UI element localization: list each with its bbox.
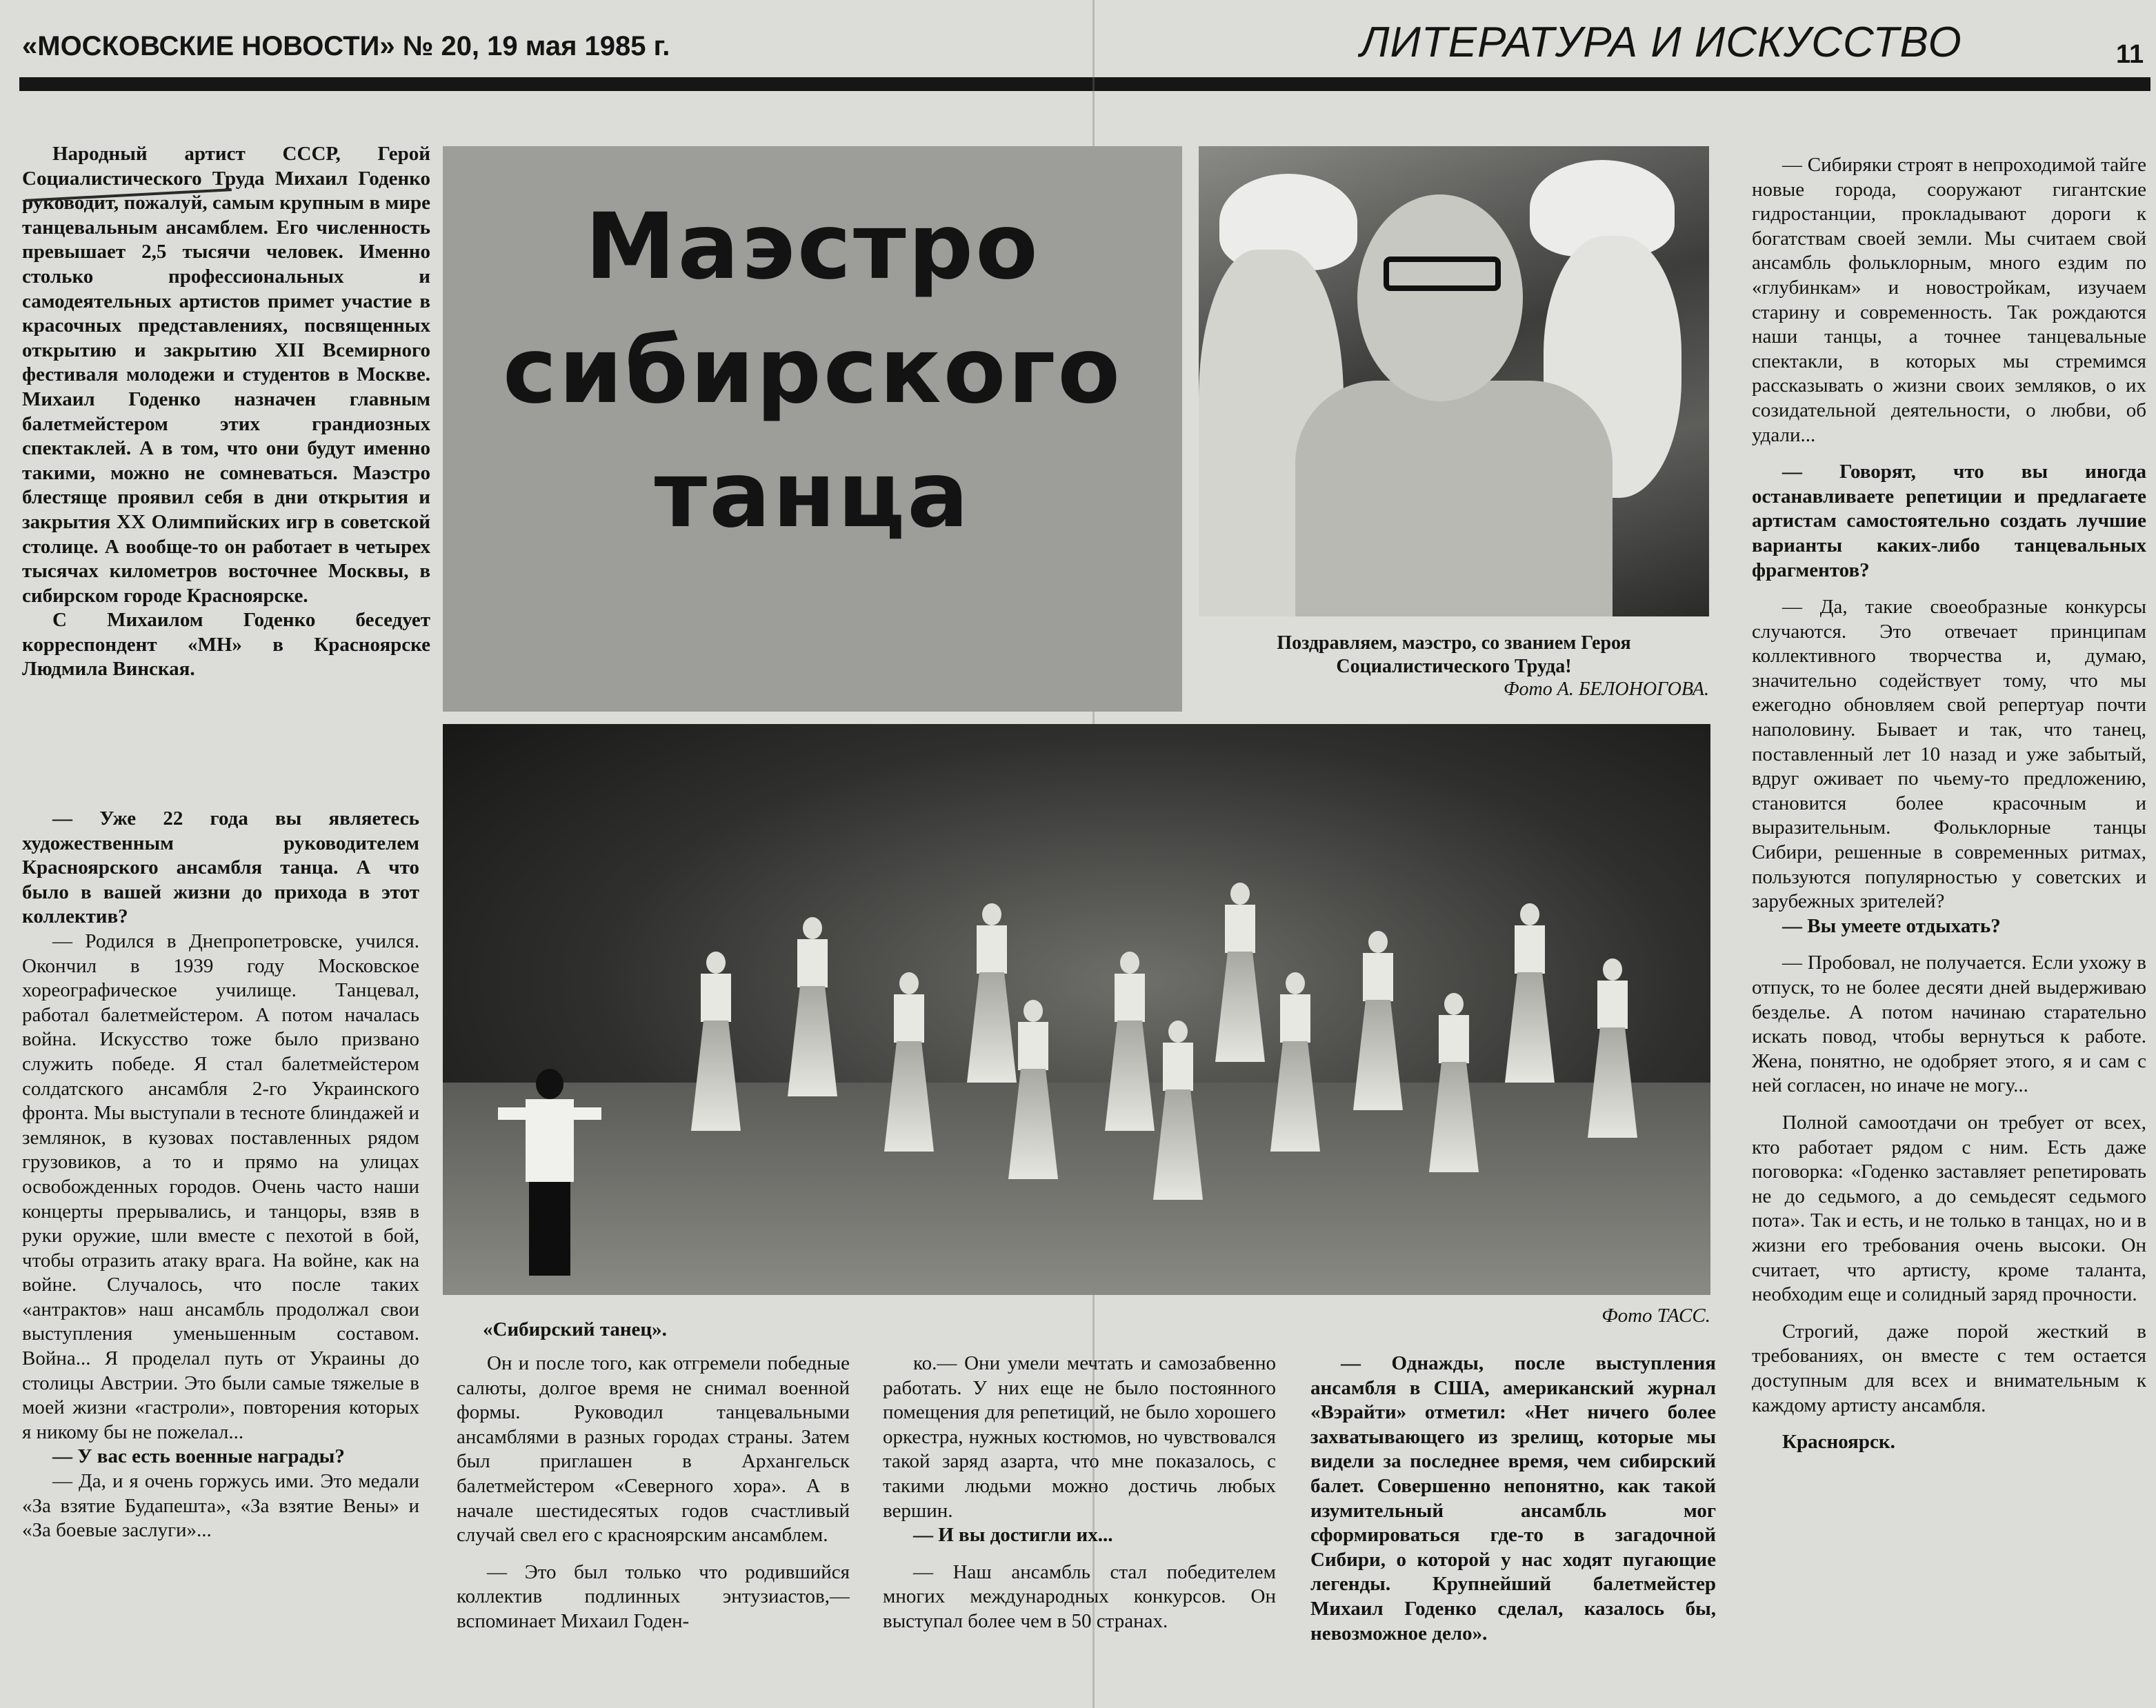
- answer-5: — Да, такие своеобразные конкурсы случаются. Это отвечает принципам коллективного творчества и, думаю, значительно содействует тому, что мы ежегодно обновляем свой репертуар почти наполовину. Бывает и так, что танец, поставленный лет 10 назад и уже забытый, вдруг оживает по чьему-то предложению, становится более красочным и выразительным. Фольклорные танцы Сибири, решенные в современных ритмах, пользуются популярностью у советских и зарубежных зрителей?: [1752, 596, 2146, 913]
- dance-photo: [443, 724, 1710, 1295]
- column-3-paragraph-1: ко.— Они умели мечтать и самозабвенно работать. У них еще не было постоянного помещения для репетиций, не было хорошего оркестра, нужных костюмов, но чувствовался такой заряд азарта, что мне показалось, с такими людьми можно достичь любых вершин.: [883, 1352, 1276, 1522]
- section-title: ЛИТЕРАТУРА И ИСКУССТВО: [1360, 19, 1962, 66]
- interview-column-2: [457, 1352, 850, 1696]
- column-2-paragraph-2: — Это был только что родившийся коллектив подлинных энтузиастов,— вспоминает Михаил Годен-: [457, 1560, 850, 1632]
- portrait-photo: [1199, 146, 1709, 616]
- column-2-paragraph-1: Он и после того, как отгремели победные салюты, долгое время не снимал военной формы. Руководил танцевальными ансамблями в разных городах страны. Затем был приглашен в Архангельск балетмейстером «Северного хора». А в начале шестидесятых годов счастливый случай свел его с красноярским ансамблем.: [457, 1352, 850, 1547]
- dance-photo-credit: Фото ТАСС.: [1601, 1305, 1710, 1327]
- interview-column-5: [1752, 153, 2146, 1691]
- column-5-paragraph-4: Полной самоотдачи он требует от всех, кто работает рядом с ним. Есть даже поговорка: «Годенко заставляет репетировать не до седьмого, а до семьдесят седьмого пота». Так и есть, и не только в танцах, но и в жизни его требования очень высоки. Он считает, что артисту, кроме таланта, необходим еще и солидный заряд прочности.: [1752, 1111, 2146, 1306]
- page-number: 11: [2116, 40, 2144, 69]
- answer-6: — Пробовал, не получается. Если ухожу в отпуск, то не более десяти дней выдерживаю безделье. А потом начинаю старательно искать повод, чтобы вернуться к работе. Жена, понятно, не одобряет этого, я и сам с ней согласен, но иначе не могу...: [1752, 952, 2146, 1097]
- headline-line-2: сибирского: [502, 318, 1123, 424]
- question-6: — Вы умеете отдыхать?: [1782, 914, 2001, 937]
- lead-byline: С Михаилом Годенко беседует корреспондент «МН» в Красноярске Людмила Винская.: [22, 609, 430, 681]
- answer-3: — Наш ансамбль стал победителем многих международных конкурсов. Он выступал более чем в 50 странах.: [883, 1560, 1276, 1632]
- dance-photo-caption: «Сибирский танец».: [483, 1318, 667, 1340]
- interview-column-3: [883, 1352, 1276, 1696]
- answer-2: — Да, и я очень горжусь ими. Это медали «За взятие Будапешта», «За взятие Вены» и «За боевые заслуги»...: [22, 1470, 419, 1542]
- question-1: — Уже 22 года вы являетесь художественным руководителем Красноярского ансамбля танца. А что было в вашей жизни до прихода в этот коллектив?: [22, 807, 419, 928]
- column-5-paragraph-5: Строгий, даже порой жесткий в требованиях, он вместе с тем остается доступным для всех и внимательным к каждому артисту ансамбля.: [1752, 1320, 2146, 1416]
- newspaper-masthead: «МОСКОВСКИЕ НОВОСТИ» № 20, 19 мая 1985 г.: [22, 31, 670, 61]
- lead-column: [22, 142, 430, 783]
- portrait-credit: Фото А. БЕЛОНОГОВА.: [1503, 679, 1709, 700]
- lead-paragraph: Народный артист СССР, Герой Социалистического Труда Михаил Годенко руководит, пожалуй, самым крупным в мире танцевальным ансамблем. Его численность превышает 2,5 тысячи человек. Именно столько профессиональных и самодеятельных артистов примет участие в красочных представлениях, посвященных открытию и закрытию XII Всемирного фестиваля молодежи и студентов в Москве. Михаил Годенко назначен главным балетмейстером этих грандиозных спектаклей. А в том, что они будут именно такими, можно не сомневаться. Маэстро блестяще проявил себя в дни открытия и закрытия XX Олимпийских игр в советской столице. А вообще-то он работает в четырех тысячах километров восточнее Москвы, в сибирском городе Красноярске.: [22, 143, 430, 607]
- headline-line-1: Маэстро: [585, 194, 1040, 300]
- question-2: — У вас есть военные награды?: [52, 1445, 345, 1468]
- interview-column-4: [1310, 1352, 1716, 1696]
- portrait-caption: Поздравляем, маэстро, со званием Героя Социалистического Труда!: [1277, 632, 1631, 677]
- answer-4: — Сибиряки строят в непроходимой тайге новые города, сооружают гигантские гидростанции, прокладывают дороги к богатствам своей земли. Мы считаем свой ансамбль фольклорным, много ездим по «глубинкам» и новостройкам, изучаем старину и современность. Так рождаются наши танцы, а точнее танцевальные спектакли, в которых мы стремимся рассказывать о жизни своих земляков, о их созидательной деятельности, о любви, об удали...: [1752, 154, 2146, 446]
- interview-column-1: [22, 807, 419, 1703]
- headline: [443, 185, 1182, 681]
- question-5: — Говорят, что вы иногда останавливаете репетиции и предлагаете артистам самостоятельно создать лучшие варианты каких-либо танцевальных фрагментов?: [1752, 461, 2146, 581]
- header-rule: [19, 77, 2150, 91]
- answer-1: — Родился в Днепропетровске, учился. Окончил в 1939 году Московское хореографическое училище. Танцевал, работал балетмейстером. А потом началась война. Искусство тоже было призвано служить победе. Я стал балетмейстером солдатского ансамбля 2-го Украинского фронта. Мы выступали в тесноте блиндажей и землянок, в кузовах поставленных рядом грузовиков, а то и прямо на улицах освобожденных городов. Очень часто наши концерты прерывались, и танцоры, взяв в руки оружие, шли вместе с пехотой в бой, чтобы отразить атаку врага. На войне, как на войне. Случалось, что после таких «антрактов» наш ансамбль продолжал свои выступления уменьшенным составом. Война... Я проделал путь от Украины до столицы Австрии. Это были самые тяжелые в моей жизни «гастроли», повторения которых я никому бы не пожелал...: [22, 930, 419, 1443]
- question-4: — Однажды, после выступления ансамбля в США, американский журнал «Вэрайти» отметил: «Нет ничего более захватывающего из зрелищ, которые мы видели за последнее время, чем сибирский балет. Совершенно непонятно, как такой изумительный ансамбль мог сформироваться где-то в загадочной Сибири, о которой у нас ходят пугающие легенды. Крупнейший балетмейстер Михаил Годенко сделал, казалось бы, невозможное дело».: [1310, 1352, 1716, 1645]
- headline-line-3: танца: [654, 442, 971, 548]
- dateline-city: Красноярск.: [1782, 1431, 1895, 1454]
- question-3: — И вы достигли их...: [913, 1524, 1113, 1547]
